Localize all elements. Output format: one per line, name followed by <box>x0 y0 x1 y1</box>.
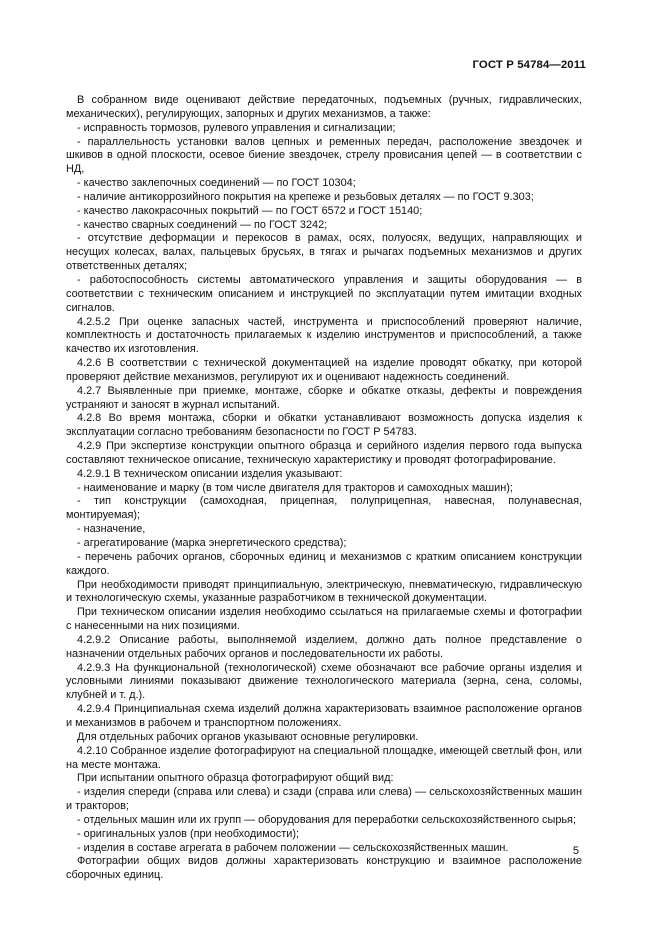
list-item: - изделия спереди (справа или слева) и сзади (справа или слева) — сельскохозяйственных машин и тракторов; <box>66 786 582 813</box>
page-number: 5 <box>572 845 579 857</box>
paragraph: 4.2.9.4 Принципиальная схема изделий должна характеризовать взаимное расположение органов и механизмов в рабочем и транспортном положениях. <box>66 703 582 729</box>
list-item: - перечень рабочих органов, сборочных единиц и механизмов с кратким описанием конструкции каждого. <box>66 550 582 577</box>
list-item: - наличие антикоррозийного покрытия на крепеже и резьбовых деталях — по ГОСТ 9.303; <box>77 190 534 203</box>
paragraph: 4.2.9.2 Описание работы, выполняемой изделием, должно дать полное представление о назначении отдельных рабочих органов и последовательности их работы. <box>66 633 582 660</box>
list-item: - изделия в составе агрегата в рабочем положении — сельскохозяйственных машин. <box>77 841 509 854</box>
document-code-header: ГОСТ Р 54784—2011 <box>472 59 586 71</box>
list-item: - оригинальных узлов (при необходимости); <box>77 827 299 840</box>
list-item: - агрегатирование (марка энергетического средства); <box>77 537 347 549</box>
list-item: - качество заклепочных соединений — по ГОСТ 10304; <box>77 177 356 190</box>
list-item: - отсутствие деформации и перекосов в рамах, осях, полуосях, ведущих, направляющих и несущих колесах, валах, пальцевых брусьях, в тягах и рычагах подъемных механизмов и других ответственных деталях; <box>66 232 582 273</box>
body-text <box>66 94 582 883</box>
paragraph: 4.2.10 Собранное изделие фотографируют на специальной площадке, имеющей светлый фон, или на месте монтажа. <box>66 744 582 771</box>
paragraph: 4.2.9.3 На функциональной (технологической) схеме обозначают все рабочие органы изделия и условными линиями показывают движение технологического материала (зерна, сена, соломы, клубней и т. д.). <box>66 661 582 702</box>
list-item: - тип конструкции (самоходная, прицепная, полуприцепная, навесная, полунавесная, монтируемая); <box>66 495 582 522</box>
paragraph: При испытании опытного образца фотографируют общий вид: <box>77 772 394 785</box>
list-item: - исправность тормозов, рулевого управления и сигнализации; <box>77 121 396 134</box>
list-item: - параллельность установки валов цепных и ременных передач, расположение звездочек и шкивов в одной плоскости, осевое биение звездочек, стрелу провисания цепей — в соответствии с НД, <box>66 135 582 176</box>
paragraph: 4.2.9 При экспертизе конструкции опытного образца и серийного изделия первого года выпуска составляют техническое описание, техническую характеристику и проводят фотографирование. <box>66 440 582 466</box>
paragraph: При техническом описании изделия необходимо ссылаться на прилагаемые схемы и фотографии с нанесенными на них позициями. <box>66 606 582 633</box>
paragraph: В собранном виде оценивают действие передаточных, подъемных (ручных, гидравлических, механических), регулирующих, запорных и других механизмов, а также: <box>66 94 582 120</box>
list-item: - назначение, <box>77 523 146 536</box>
paragraph: 4.2.8 Во время монтажа, сборки и обкатки устанавливают возможность допуска изделия к эксплуатации согласно требованиям безопасности по ГОСТ Р 54783. <box>66 412 582 439</box>
list-item: - наименование и марку (в том числе двигателя для тракторов и самоходных машин); <box>77 481 513 494</box>
paragraph: 4.2.9.1 В техническом описании изделия указывают: <box>77 467 343 480</box>
list-item: - качество сварных соединений — по ГОСТ 3242; <box>77 218 328 231</box>
paragraph: При необходимости приводят принципиальную, электрическую, пневматическую, гидравлическую и технологическую схемы, указанные разработчиком в технической документации. <box>66 578 582 605</box>
paragraph: 4.2.6 В соответствии с технической документацией на изделие проводят обкатку, при которой проверяют действие механизмов, регулируют их и оценивают надежность соединений. <box>66 357 582 383</box>
list-item: - качество лакокрасочных покрытий — по ГОСТ 6572 и ГОСТ 15140; <box>77 204 423 217</box>
list-item: - работоспособность системы автоматического управления и защиты оборудования — в соответствии с техническим описанием и инструкцией по эксплуатации путем имитации входных сигналов. <box>66 273 582 314</box>
paragraph: Для отдельных рабочих органов указывают основные регулировки. <box>77 730 419 743</box>
paragraph: 4.2.7 Выявленные при приемке, монтаже, сборке и обкатке отказы, дефекты и повреждения устраняют и заносят в журнал испытаний. <box>66 384 582 411</box>
paragraph: 4.2.5.2 При оценке запасных частей, инструмента и приспособлений проверяют наличие, комплектность и достаточность прилагаемых к изделию инструментов и приспособлений, а также качество их изготовления. <box>66 315 582 356</box>
list-item: - отдельных машин или их групп — оборудования для переработки сельскохозяйственного сырья; <box>77 813 576 826</box>
paragraph: Фотографии общих видов должны характеризовать конструкцию и взаимное расположение сборочных единиц. <box>66 855 582 882</box>
